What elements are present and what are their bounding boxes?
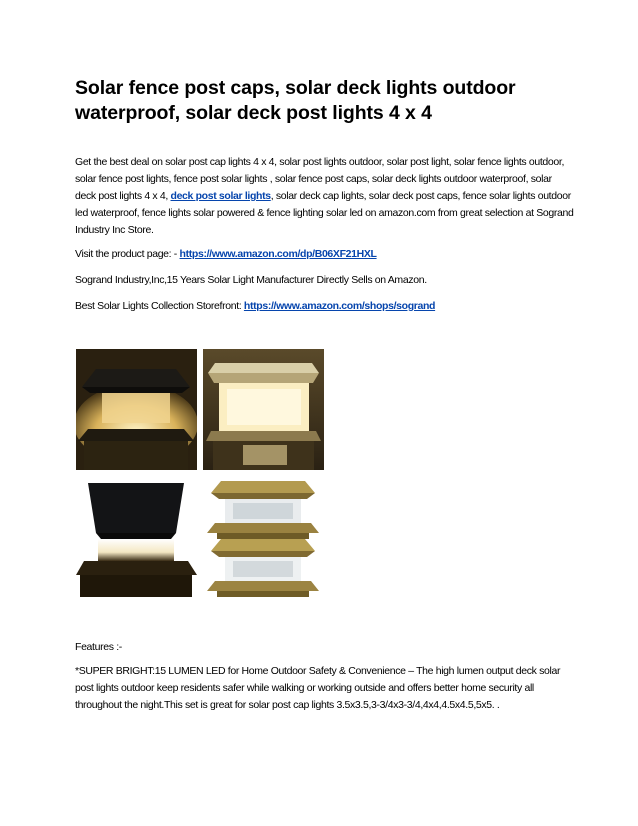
product-image-two-bronze-caps [203, 475, 324, 597]
storefront-label: Best Solar Lights Collection Storefront: [75, 300, 244, 312]
intro-text-before: Get the best deal on solar post cap lights 4 x 4, solar post lights outdoor, solar post light, solar fence lights outdoor, solar fence post lights, fence post solar lights , solar fence post caps, solar deck lights outdoor waterproof, solar deck post lights 4 x 4, [75, 156, 565, 202]
storefront-paragraph [75, 298, 575, 315]
visit-label: Visit the product page: - [75, 248, 180, 260]
feature-super-bright: *SUPER BRIGHT:15 LUMEN LED for Home Outdoor Safety & Convenience – The high lumen output deck solar post lights outdoor keep residents safer while walking or working outside and offers better home security all throughout the night.This set is great for solar post cap lights 3.5x3.5,3-3/4x3-3/4,4x4,4.5x4.5,5x5. . [75, 665, 561, 711]
page-title: Solar fence post caps, solar deck lights outdoor waterproof, solar deck post lights 4 x 4 [75, 77, 516, 124]
product-page-link[interactable]: https://www.amazon.com/dp/B06XF21HXL [179, 248, 377, 260]
product-image-dark-cap-dim [76, 475, 197, 597]
intro-text-after: , solar deck cap lights, solar deck post caps, fence solar lights outdoor led waterproof, fence lights solar powered & fence lighting solar led on amazon.com from great selection at Sogrand Industry Inc Store. [75, 190, 574, 236]
features-heading: Features :- [75, 641, 122, 653]
company-paragraph: Sogrand Industry,Inc,15 Years Solar Light Manufacturer Directly Sells on Amazon. [75, 274, 427, 286]
storefront-link[interactable]: https://www.amazon.com/shops/sogrand [243, 300, 436, 312]
intro-paragraph [75, 154, 575, 239]
deck-post-solar-lights-link[interactable]: deck post solar lights [170, 190, 271, 202]
product-image-lit-lantern-cap [203, 349, 324, 470]
product-image-dark-cap-glow [76, 349, 197, 470]
visit-product-paragraph [75, 246, 575, 263]
